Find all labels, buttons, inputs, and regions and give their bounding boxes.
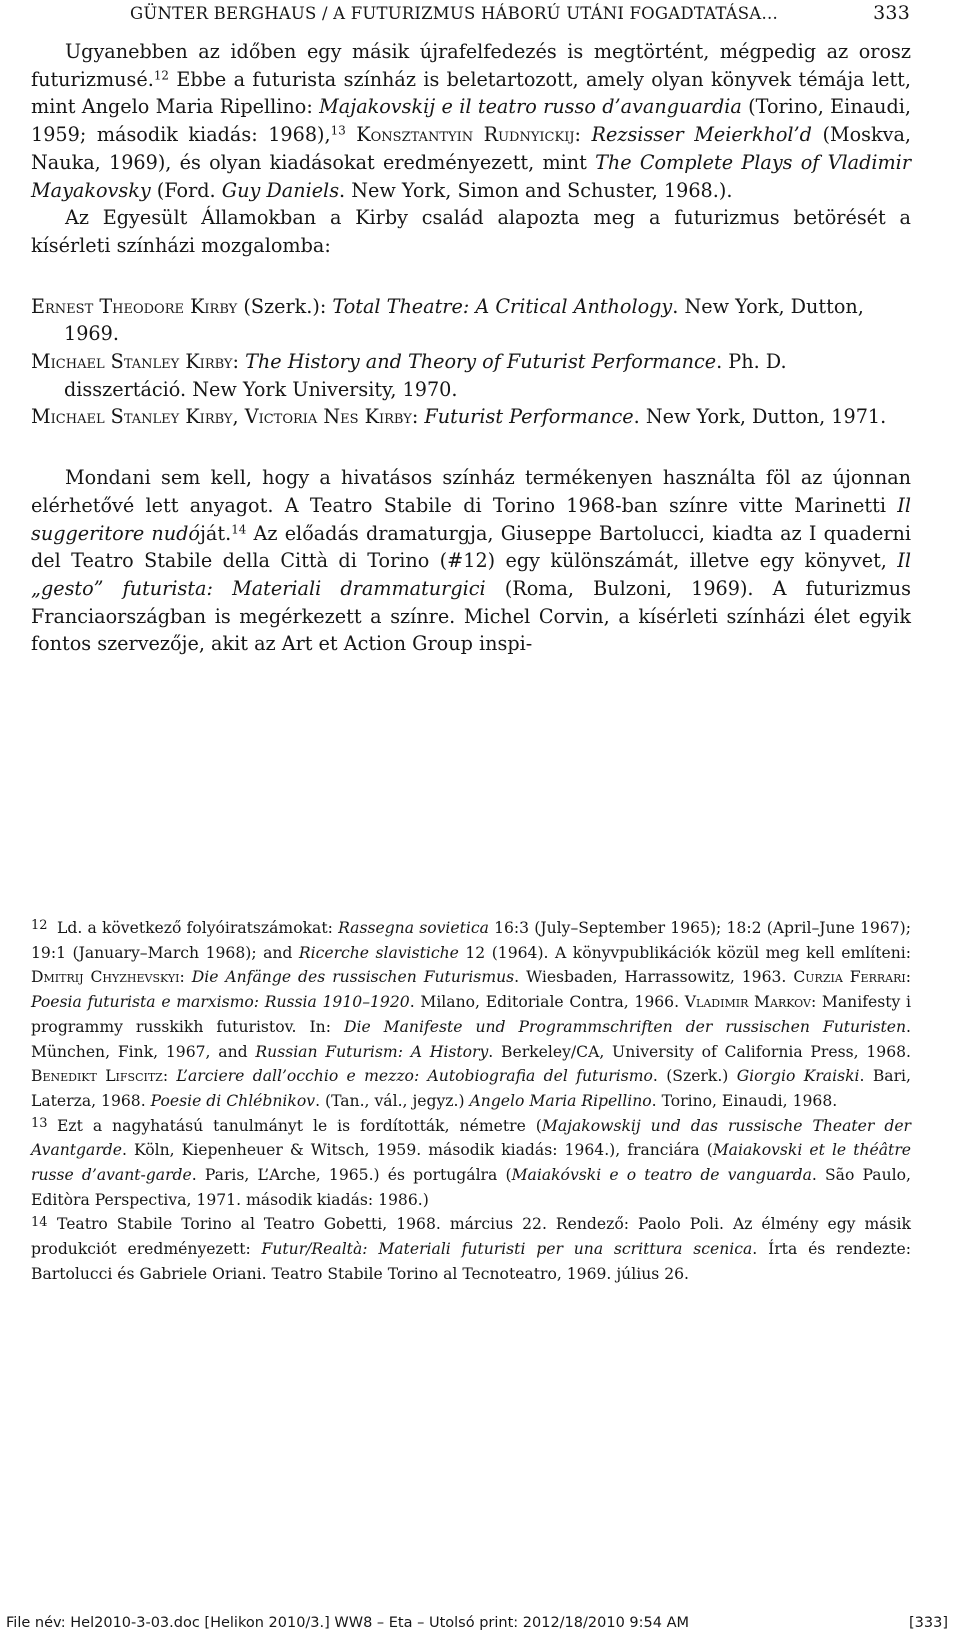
text-run [581,123,592,146]
text-run: Ugyanebben az időben egy másik újrafelfedezés is megtörtént, mégpedig az orosz futurizmusé. [31,40,911,91]
editor-name: Giorgio Kraiski [736,1067,860,1086]
footnote-ref-14[interactable]: 14 [231,522,247,536]
text-run: . New York, Dutton, 1969. [64,294,864,346]
editor-name: Angelo Maria Ripellino [469,1091,652,1110]
footnote-14: 14 Teatro Stabile Torino al Teatro Gobetti, 1968. március 22. Rendező: Paolo Poli. Az élmény egy másik produkciót eredményezett: Futur/Realtà: Materiali futuristi per una scrittura scenica. Írta és rendezte: Bartolucci és Gabriele Oriani. Teatro Stabile Torino al Tecnoteatro, 1969. július 26. [31,1214,912,1283]
footer-page-number: [333] [909,1615,948,1631]
author-name: Curzia Ferrari: [793,968,911,987]
text-run: Az előadás dramaturgja, Giuseppe Bartolucci, kiadta az I quaderni del Teatro Stabile della Città di Torino (#12) egy különszámát, illetve egy könyvet, [31,521,911,573]
author-name: Dmitrij Chyzhevskyi: [31,968,185,987]
book-title: L’arciere dall’occhio e mezzo: Autobiografia del futurismo [176,1067,653,1086]
reference-author: Michael Stanley Kirby, Victoria Nes Kirby: [31,405,419,429]
text-run: . Milano, Editoriale Contra, 1966. [409,993,685,1012]
reference-entry [31,293,911,348]
text-run: Ld. a következő folyóiratszámokat: [57,919,339,937]
text-run: . New York, Dutton, 1971. [633,405,887,429]
text-run: . München, Fink, 1967, and [31,1017,911,1061]
text-run: ját. [199,521,232,545]
text-run: . Bari, Laterza, 1968. [31,1067,911,1110]
file-footer [6,1615,948,1639]
book-title: Poesia futurista e marxismo: Russia 1910–1920 [31,993,410,1012]
book-title: The Complete Plays of Vladimir Mayakovsky [31,150,911,202]
text-run [346,123,357,146]
main-text [31,38,911,658]
book-title: Majakovskij e il teatro russo d’avanguardia [319,95,742,119]
text-run: Ezt a nagyhatású tanulmányt le is fordították, németre ( [57,1116,542,1135]
translator-name: Guy Daniels [221,178,340,202]
footnote-ref-12[interactable]: 12 [153,68,169,83]
text-run: Teatro Stabile Torino al Teatro Gobetti, 1968. március 22. Rendező: Paolo Poli. Az élmény egy másik produkciót eredményezett: [31,1215,911,1259]
reference-title: The History and Theory of Futurist Performance [245,350,717,374]
book-title: Futur/Realtà: Materiali futuristi per una scrittura scenica [261,1240,753,1259]
book-title: Maiakóvski e o teatro de vanguarda [511,1166,812,1185]
book-title: Die Manifeste und Programmschriften der russischen Futuristen [343,1017,907,1036]
reference-title: Futurist Performance [424,405,634,429]
paragraph-russian-futurism [31,38,911,204]
text-run: (Roma, Bulzoni, 1969). A futurizmus Franciaországban is megérkezett a színre. Michel Corvin, a kísérleti színházi élet egyik fontos szervezője, akit az Art et Action Group inspi- [31,576,911,656]
book-title: Majakowskij und das russische Theater der Avantgarde [31,1116,911,1160]
text-run: . Ph. D. disszertáció. New York University, 1970. [64,350,787,401]
journal-title: Rassegna sovietica [338,919,489,937]
book-title: Rezsisser Meierkhol’d [591,123,812,147]
running-head-title: GÜNTER BERGHAUS / A FUTURIZMUS HÁBORÚ UTÁNI FOGADTATÁSA… [130,4,779,23]
page-number: 333 [873,2,910,24]
text-run: (Moskva, Nauka, 1969), és olyan kiadásokat eredményezett, mint [31,123,911,174]
text-run: 12 (1964). A könyvpublikációk közül meg kell említeni: [458,943,911,962]
text-run: Ebbe a futurista színház is beletartozott, amely olyan könyvek témája lett, mint Angelo Maria Ripellino: [31,67,911,119]
text-run: . Berkeley/CA, University of California Press, 1968. [488,1042,911,1061]
journal-title: Ricerche slavistiche [298,943,459,962]
book-title: Il „gesto” futurista: Materiali drammaturgici [31,549,911,600]
text-run: Manifesty i programmy russkikh futuristov. In: [31,993,911,1036]
footnote-ref-13[interactable]: 13 [330,123,346,138]
text-run: . New York, Simon and Schuster, 1968.). [339,178,733,202]
reference-author: Michael Stanley Kirby: [31,350,239,374]
text-run: Mondani sem kell, hogy a hivatásos színház termékenyen használta föl az újonnan elérhetővé lett anyagot. A Teatro Stabile di Torino 1968-ban színre vitte Marinetti [31,466,911,517]
spacer [31,431,911,464]
author-name: Vladimir Markov: [684,993,817,1012]
reference-title: Total Theatre: A Critical Anthology [332,294,673,318]
text-run: . Írta és rendezte: Bartolucci és Gabriele Oriani. Teatro Stabile Torino al Tecnoteatro, 1969. július 26. [31,1240,912,1283]
file-info: File név: Hel2010-3-03.doc [Helikon 2010/3.] WW8 – Eta – Utolsó print: 2012/18/2010 9:54 AM [6,1615,690,1631]
text-run: . (Tan., vál., jegyz.) [315,1091,470,1110]
text-run: . São Paulo, Editòra Perspectiva, 1971. második kiadás: 1986.) [31,1166,911,1209]
book-title: Poesie di Chlébnikov [150,1091,316,1110]
paragraph-professional-theatre [31,464,911,658]
text-run: . Torino, Einaudi, 1968. [651,1091,838,1110]
text-run: 16:3 (July–September 1965); 18:2 (April–June 1967); 19:1 (January–March 1968); and [31,919,912,962]
reference-author: Ernest Theodore Kirby [31,294,238,318]
author-name: Konsztantyin Rudnyickij: [356,123,582,147]
running-header [130,4,910,30]
reference-entry [31,348,911,403]
play-title: Il suggeritore nudó [31,493,911,545]
text-run: . Köln, Kiepenheuer & Witsch, 1959. második kiadás: 1964.), franciára ( [122,1141,713,1160]
book-title: Maiakovski et le théâtre russe d’avant-garde [31,1141,911,1185]
footnote-13: 13 Ezt a nagyhatású tanulmányt le is fordították, németre (Majakowskij und das russische Theater der Avantgarde. Köln, Kiepenheuer & Witsch, 1959. második kiadás: 1964.), franciára (Maiakovski et le théâtre russe d’avant-garde. Paris, L’Arche, 1965.) és portugálra (Maiakóvski e o teatro de vanguarda. São Paulo, Editòra Perspectiva, 1971. második kiadás: 1986.) [31,1115,911,1209]
text-run: . (Szerk.) [652,1067,737,1086]
text-run: (Szerk.): [237,294,333,318]
text-run: (Ford. [150,178,222,202]
footnotes [31,916,911,1287]
book-title: Russian Futurism: A History [255,1042,489,1061]
author-name: Benedikt Lifscitz: [31,1067,169,1086]
reference-entry [31,403,911,431]
text-run [185,968,192,986]
footnote-12: 12 Ld. a következő folyóiratszámokat: Rassegna sovietica 16:3 (July–September 1965); 18:2 (April–June 1967); 19:1 (January–March 1968); and Ricerche slavistiche 12 (1964). A könyvpublikációk közül meg kell említeni: Dmitrij Chyzhevskyi: Die Anfänge des russischen Futurismus. Wiesbaden, Harrassowitz, 1963. Curzia Ferrari: Poesia futurista e marxismo: Russia 1910–1920. Milano, Editoriale Contra, 1966. Vladimir Markov: Manifesty i programmy russkikh futuristov. In: Die Manifeste und Programmschriften der russischen Futuristen. München, Fink, 1967, and Russian Futurism: A History. Berkeley/CA, University of California Press, 1968. Benedikt Lifscitz: L’arciere dall’occhio e mezzo: Autobiografia del futurismo. (Szerk.) Giorgio Kraiski. Bari, Laterza, 1968. Poesie di Chlébnikov. (Tan., vál., jegyz.) Angelo Maria Ripellino. Torino, Einaudi, 1968. [31,918,912,1110]
book-title: Die Anfänge des russischen Futurismus [191,968,515,987]
paragraph-kirby: Az Egyesült Államokban a Kirby család alapozta meg a futurizmus betörését a kísérleti színházi mozgalomba: [31,206,911,257]
text-run: (Torino, Einaudi, 1959; második kiadás: 1968), [31,95,911,147]
spacer [31,260,911,293]
text-run: . Paris, L’Arche, 1965.) és portugálra ( [191,1166,512,1185]
text-run: . Wiesbaden, Harrassowitz, 1963. [514,968,794,987]
